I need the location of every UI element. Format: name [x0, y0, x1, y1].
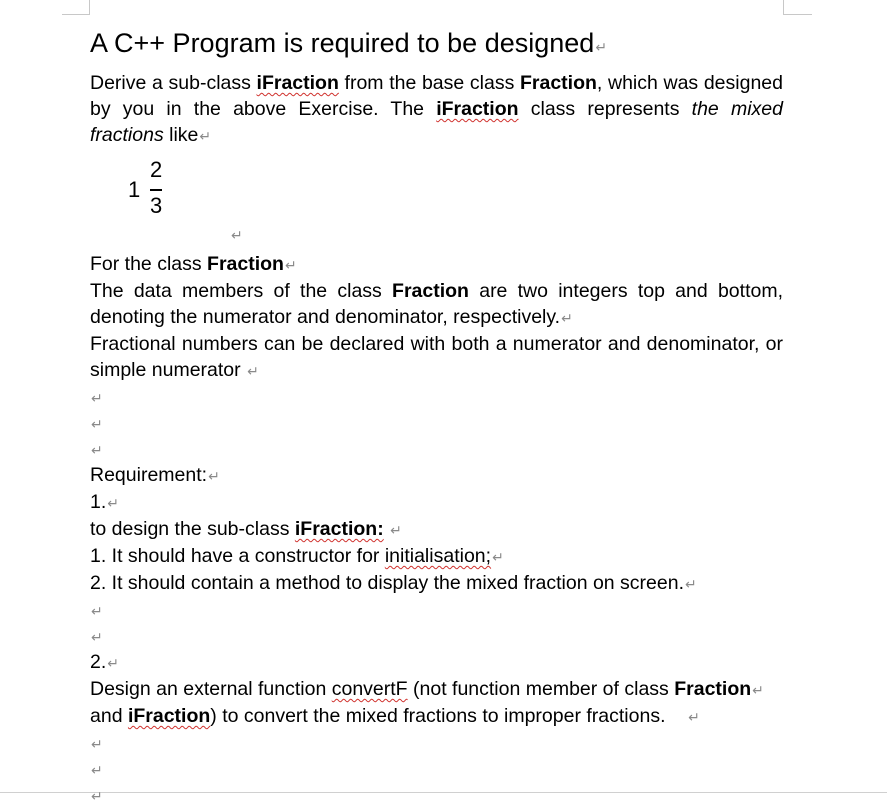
paragraph-mark: ↵: [561, 310, 573, 326]
paragraph-mark: ↵: [91, 603, 103, 619]
paragraph-mark: ↵: [247, 363, 259, 379]
requirement-heading: Requirement:↵: [90, 464, 220, 486]
mixed-fraction-example: [90, 157, 783, 225]
paragraph-mark: ↵: [91, 442, 103, 458]
empty-paragraph: [90, 623, 783, 649]
empty-paragraph: [90, 597, 783, 623]
convertf-term: convertF: [331, 678, 408, 700]
paragraph-mark: ↵: [107, 655, 119, 671]
item-2-label: 2.↵: [90, 651, 119, 673]
ifraction-term: iFraction: [436, 98, 519, 120]
paragraph-mark: ↵: [91, 390, 103, 406]
external-function-line-2: and iFraction) to convert the mixed fractions to improper fractions. ↵: [90, 705, 700, 727]
empty-paragraph: [90, 436, 783, 462]
paragraph-mark: ↵: [688, 709, 700, 725]
ifraction-term: iFraction:: [294, 518, 384, 540]
fraction-term: Fraction: [519, 72, 597, 94]
paragraph-mark: ↵: [390, 522, 402, 538]
paragraph-mark: ↵: [752, 682, 764, 698]
paragraph-mark: ↵: [91, 416, 103, 432]
paragraph-mark: ↵: [492, 549, 504, 565]
document-title: A C++ Program is required to be designed↵: [90, 28, 608, 58]
empty-paragraph: [90, 225, 783, 251]
empty-paragraph: [90, 384, 783, 410]
fraction-heading: For the class Fraction↵: [90, 253, 297, 275]
paragraph-mark: ↵: [91, 788, 103, 804]
intro-paragraph: Derive a sub-class iFraction from the base class Fraction, which was designed by you in the above Exercise. The iFraction class represents the mixed fractions like↵: [90, 72, 783, 146]
empty-paragraph: [90, 410, 783, 436]
mixed-fraction-denominator: 3: [150, 193, 163, 218]
empty-paragraph: [90, 730, 783, 756]
paragraph-mark: ↵: [231, 227, 243, 243]
sub-item-1: 1. It should have a constructor for initialisation;↵: [90, 545, 504, 567]
crop-mark-top-left: [62, 0, 90, 15]
ifraction-term: iFraction: [127, 705, 211, 727]
paragraph-mark: ↵: [91, 762, 103, 778]
paragraph-mark: ↵: [91, 736, 103, 752]
paragraph-mark: ↵: [107, 495, 119, 511]
ifraction-term: iFraction: [256, 72, 339, 94]
document-body[interactable]: [90, 24, 783, 808]
fraction-bar: [150, 189, 162, 191]
paragraph-mark: ↵: [199, 128, 212, 144]
paragraph-mark: ↵: [208, 468, 220, 484]
declared-paragraph: Fractional numbers can be declared with both a numerator and denominator, or simple numerator ↵: [90, 333, 783, 381]
empty-paragraph: [90, 756, 783, 782]
paragraph-mark: ↵: [91, 629, 103, 645]
mixed-fraction-whole: 1: [128, 177, 141, 202]
crop-mark-top-right: [783, 0, 812, 15]
external-function-line-1: Design an external function convertF (not function member of class Fraction↵: [90, 678, 764, 700]
mixed-fractions-phrase: the mixed fractions: [90, 98, 783, 146]
paragraph-mark: ↵: [284, 257, 297, 273]
item-1-label: 1.↵: [90, 491, 119, 513]
paragraph-mark: ↵: [685, 576, 697, 592]
mixed-fraction-numerator: 2: [150, 157, 163, 182]
empty-paragraph: [90, 782, 783, 808]
design-subclass-line: to design the sub-class iFraction: ↵: [90, 518, 402, 540]
paragraph-mark: ↵: [595, 39, 608, 55]
data-members-paragraph: The data members of the class Fraction are two integers top and bottom, denoting the numerator and denominator, respectively.↵: [90, 280, 783, 328]
sub-item-2: 2. It should contain a method to display the mixed fraction on screen.↵: [90, 572, 697, 594]
